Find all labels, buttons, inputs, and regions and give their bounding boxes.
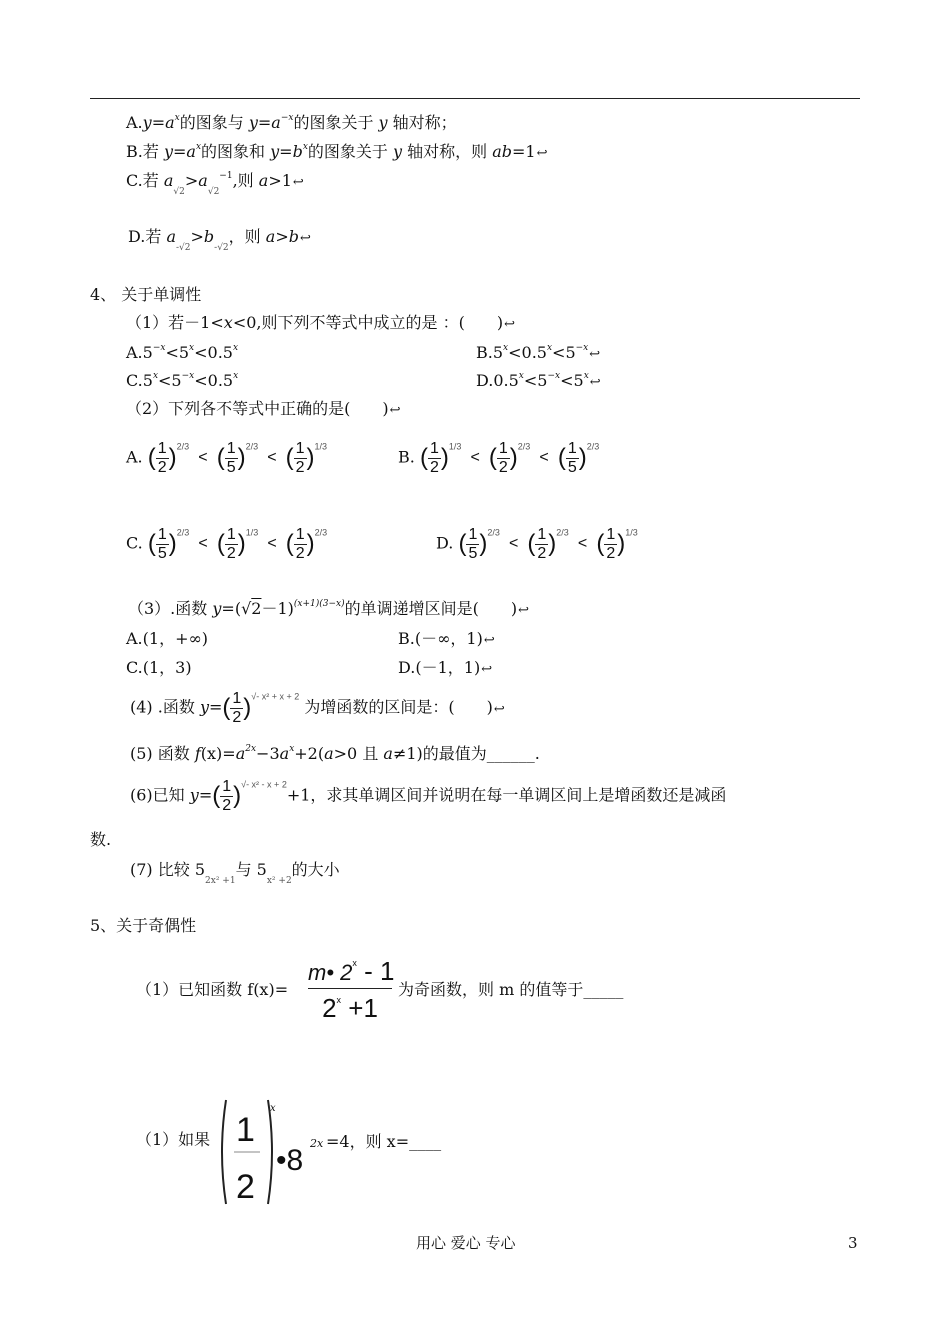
math-fragment: y	[392, 142, 403, 161]
math-fragment: 2/3	[245, 441, 259, 452]
math-fragment: )	[617, 530, 626, 558]
math-fragment: 1/3	[448, 441, 462, 452]
math-fragment: (5) 函数	[130, 744, 195, 763]
math-fragment: )	[243, 694, 252, 722]
math-fragment: 2	[295, 544, 305, 562]
math-fragment: <0.5	[508, 343, 547, 362]
q5-2-exponent: x	[270, 1103, 276, 1114]
math-fragment: (	[212, 782, 221, 810]
math-fragment: <5	[158, 371, 182, 390]
math-fragment: 2	[606, 544, 616, 562]
math-fragment: 1/3	[245, 527, 259, 538]
math-fragment: 1	[222, 778, 232, 795]
math-fragment: −1	[219, 171, 233, 181]
math-fragment: 的大小	[291, 860, 340, 879]
math-fragment: 2/3	[517, 441, 531, 452]
math-fragment: 1/3	[314, 441, 328, 452]
question-4-6	[130, 778, 726, 814]
math-fragment: −3	[256, 744, 280, 763]
math-fragment: 2/3	[314, 527, 328, 538]
math-fragment: )	[306, 444, 315, 472]
math-fragment: 2	[251, 599, 262, 618]
math-fragment: 2	[157, 458, 167, 476]
math-fragment: x	[195, 142, 202, 152]
math-fragment: C.5	[126, 371, 153, 390]
math-fragment: >	[190, 227, 204, 246]
math-fragment: -√2	[175, 243, 191, 253]
math-fragment: （1）若－1<	[126, 313, 224, 332]
question-5-2-label: （1）如果	[136, 1130, 211, 1149]
math-fragment: x	[189, 343, 195, 353]
math-fragment: a	[271, 113, 281, 132]
math-fragment: D.0.5	[476, 371, 519, 390]
math-fragment	[566, 440, 579, 476]
option-d-line	[128, 229, 311, 253]
math-fragment: y	[378, 113, 388, 132]
math-fragment: )	[306, 530, 315, 558]
option-b-line	[126, 143, 548, 160]
math-fragment: C.	[126, 533, 143, 553]
math-fragment: x	[289, 744, 295, 754]
math-fragment: y	[199, 697, 209, 717]
math-fragment: D.	[436, 533, 454, 553]
math-fragment: )	[440, 444, 449, 472]
math-fragment: y	[163, 142, 173, 161]
math-fragment	[466, 526, 479, 562]
math-fragment: 与 5	[235, 860, 267, 879]
math-fragment: +1，求其单调区间并说明在每一单调区间上是增函数还是减函	[286, 785, 727, 805]
math-fragment: <	[470, 449, 480, 467]
math-fragment: )	[168, 530, 177, 558]
math-fragment: B.	[398, 447, 415, 467]
math-fragment: <0.5	[194, 343, 233, 362]
q4-2-option-d	[436, 526, 638, 562]
math-fragment: B.(－∞，1)	[398, 629, 483, 648]
math-fragment: 2/3	[487, 527, 500, 538]
q4-1-option-b	[476, 344, 600, 361]
q5-1-fraction	[308, 956, 395, 1023]
math-fragment: a	[324, 744, 334, 763]
math-fragment: (7) 比较 5	[130, 860, 206, 879]
q4-2-option-b	[398, 440, 599, 476]
math-fragment: (x+1)(3−x)	[293, 599, 345, 609]
math-fragment: D.(－1，1)	[398, 658, 481, 677]
math-fragment: 2	[222, 796, 232, 814]
math-fragment: 的图象与	[179, 113, 249, 132]
math-fragment: <	[198, 535, 208, 553]
math-fragment: )	[168, 444, 177, 472]
math-fragment: )	[578, 444, 587, 472]
math-fragment: (6)已知	[130, 785, 190, 805]
math-fragment: √2	[173, 187, 185, 197]
math-fragment: a	[235, 744, 246, 763]
math-fragment: )	[479, 530, 488, 558]
math-fragment: >1	[268, 171, 292, 190]
q4-3-option-a: A.(1，+∞)	[126, 629, 209, 648]
math-fragment: =	[151, 113, 166, 132]
math-fragment: x	[546, 343, 553, 353]
q5-2-numerator: 1	[236, 1111, 255, 1149]
option-c-line	[126, 172, 304, 197]
math-fragment: y	[212, 599, 222, 618]
math-fragment: 1	[498, 440, 508, 457]
math-fragment: a	[265, 227, 276, 246]
math-fragment: 1	[606, 526, 616, 543]
math-fragment: )	[237, 444, 246, 472]
math-fragment: f	[194, 744, 201, 763]
math-fragment: 2	[232, 708, 242, 726]
math-fragment	[225, 526, 238, 562]
q4-1-option-a	[126, 344, 238, 361]
math-fragment: 1	[295, 440, 305, 457]
math-fragment: m• 2	[308, 960, 353, 985]
math-fragment: y	[248, 113, 258, 132]
section-5-title: 5、关于奇偶性	[90, 916, 197, 935]
paragraph-mark-icon: ↩	[299, 231, 311, 246]
math-fragment: 2	[226, 544, 236, 562]
math-fragment: 轴对称，则	[402, 142, 493, 161]
math-fragment: (x)=	[200, 744, 236, 763]
math-fragment: 1	[429, 440, 439, 457]
q5-2-eight: •8	[276, 1144, 304, 1177]
math-fragment	[156, 440, 169, 476]
math-fragment: 1	[232, 690, 242, 707]
q4-3-option-b	[398, 631, 495, 647]
math-fragment	[156, 526, 169, 562]
math-fragment: x	[336, 995, 342, 1005]
math-fragment: D.若	[128, 227, 167, 246]
math-fragment: x² +2	[266, 876, 292, 886]
question-4-2	[126, 401, 401, 417]
math-fragment: 1	[468, 526, 478, 543]
math-fragment: a	[198, 171, 208, 190]
paragraph-mark-icon: ↩	[481, 662, 493, 677]
math-fragment: x	[503, 343, 509, 353]
math-fragment	[230, 690, 243, 726]
math-fragment	[294, 526, 307, 562]
math-fragment: 1/3	[625, 527, 638, 538]
math-fragment: （2）下列各不等式中正确的是( )	[126, 399, 389, 418]
math-fragment: 2/3	[586, 441, 600, 452]
math-fragment: 1	[157, 526, 167, 543]
math-fragment: （1）已知函数 f(x)=	[136, 980, 289, 999]
math-fragment: +1	[341, 993, 378, 1023]
question-4-1	[126, 315, 515, 331]
math-fragment	[535, 526, 548, 562]
math-fragment: －1)	[261, 599, 294, 618]
math-fragment: y	[270, 142, 280, 161]
math-fragment	[497, 440, 510, 476]
math-fragment: ,则	[232, 171, 259, 190]
math-fragment: (	[147, 444, 156, 472]
math-fragment: A.	[126, 113, 143, 132]
q4-1-option-d	[476, 372, 601, 389]
math-fragment: )	[509, 444, 518, 472]
math-fragment: (	[557, 444, 566, 472]
math-fragment: )	[548, 530, 557, 558]
math-fragment: −x	[547, 371, 561, 381]
q5-2-exponent2: 2x	[310, 1137, 324, 1150]
math-fragment: 2x	[245, 744, 257, 754]
q4-1-option-c	[126, 372, 238, 389]
math-fragment	[225, 440, 238, 476]
q4-2-option-a	[126, 440, 327, 476]
math-fragment: x	[583, 371, 589, 381]
math-fragment: ≠1)的最值为______.	[392, 744, 540, 763]
math-fragment: 的图象关于	[293, 113, 379, 132]
math-fragment: (	[596, 530, 605, 558]
math-fragment: >	[275, 227, 289, 246]
math-fragment: (	[527, 530, 536, 558]
math-fragment: <	[267, 449, 277, 467]
math-fragment: <5	[165, 343, 190, 362]
option-a-line	[126, 114, 457, 131]
question-4-6-continued: 数.	[90, 830, 112, 849]
math-fragment	[220, 778, 233, 814]
math-fragment: 的图象关于	[307, 142, 393, 161]
math-fragment: 1	[226, 526, 236, 543]
question-4-4	[130, 690, 505, 726]
math-fragment	[428, 440, 441, 476]
math-fragment: =(	[221, 599, 242, 618]
math-fragment: x	[352, 958, 357, 968]
math-fragment: 的单调递增区间是( )	[344, 599, 518, 618]
math-fragment: - 1	[356, 956, 395, 986]
math-fragment: x	[174, 113, 180, 123]
math-fragment: (	[285, 444, 294, 472]
math-fragment: b	[292, 142, 303, 161]
math-fragment: 轴对称；	[387, 113, 457, 132]
math-fragment: <0,则下列不等式中成立的是 ：( )	[232, 313, 504, 332]
math-fragment: a	[165, 113, 175, 132]
math-fragment: a	[163, 171, 174, 190]
math-fragment: 2/3	[556, 527, 569, 538]
math-fragment: −x	[181, 371, 195, 381]
q5-2-denominator: 2	[236, 1168, 255, 1206]
math-fragment: =	[257, 113, 272, 132]
math-fragment: 5	[567, 458, 577, 476]
math-fragment: x	[302, 142, 308, 152]
math-fragment: a	[383, 744, 393, 763]
math-fragment: (	[285, 530, 294, 558]
math-fragment: >	[184, 171, 199, 190]
math-fragment: A.5	[126, 343, 153, 362]
math-fragment: (	[222, 694, 231, 722]
math-fragment: x	[518, 371, 524, 381]
math-fragment	[604, 526, 617, 562]
math-fragment: <5	[560, 371, 584, 390]
math-fragment: 2	[498, 458, 508, 476]
math-fragment: <	[198, 449, 208, 467]
math-fragment: 1	[567, 440, 577, 457]
math-fragment: 为增函数的区间是：( )	[304, 697, 493, 717]
math-fragment: <5	[552, 343, 576, 362]
header-rule	[90, 98, 860, 99]
math-fragment: =	[279, 142, 293, 161]
math-fragment: (	[419, 444, 428, 472]
math-fragment: 1	[157, 440, 167, 457]
math-fragment: 2	[537, 544, 547, 562]
math-fragment: +2(	[294, 744, 325, 763]
q4-3-option-c: C.(1，3)	[126, 658, 192, 677]
math-fragment: a	[166, 227, 176, 246]
math-fragment: 1	[226, 440, 236, 457]
math-fragment: ，则	[228, 227, 266, 246]
math-fragment: B.5	[476, 343, 504, 362]
math-fragment: )	[237, 530, 246, 558]
math-fragment: <	[539, 449, 549, 467]
math-fragment: √	[241, 599, 252, 618]
math-fragment: >0 且	[333, 744, 384, 763]
math-fragment: =	[208, 697, 223, 717]
math-fragment: x	[223, 313, 233, 332]
math-fragment: x	[233, 371, 239, 381]
math-fragment: 5	[468, 544, 478, 562]
math-fragment: √2	[207, 187, 220, 197]
math-fragment: 的图象和	[201, 142, 271, 161]
math-fragment: <0.5	[194, 371, 234, 390]
math-fragment: B.若	[126, 142, 164, 161]
math-fragment: b	[203, 227, 215, 246]
q5-1-text: 为奇函数，则 m 的值等于_____	[398, 980, 624, 999]
math-fragment	[294, 440, 307, 476]
paragraph-mark-icon: ↩	[504, 317, 515, 332]
math-fragment: (	[216, 444, 225, 472]
math-fragment: A.	[126, 447, 143, 467]
math-fragment: 1	[295, 526, 305, 543]
math-fragment: 2	[295, 458, 305, 476]
math-fragment: −x	[152, 343, 166, 353]
section-4-title: 4、 关于单调性	[90, 285, 202, 304]
math-fragment: 2	[429, 458, 439, 476]
math-fragment: C.若	[126, 171, 164, 190]
q5-2-text: =4，则 x=____	[326, 1132, 442, 1151]
math-fragment: 2	[322, 993, 337, 1023]
page-number: 3	[848, 1234, 858, 1252]
math-fragment: 5	[226, 458, 236, 476]
math-fragment: （3）.函数	[128, 599, 213, 618]
math-fragment: y	[142, 113, 152, 132]
math-fragment: a	[186, 142, 196, 161]
q4-3-option-d	[398, 660, 492, 676]
question-5-1	[136, 982, 288, 998]
math-fragment: <5	[523, 371, 548, 390]
math-fragment: -√2	[214, 243, 229, 253]
math-fragment: −x	[280, 113, 294, 123]
math-fragment: b	[288, 227, 299, 246]
math-fragment: =	[198, 785, 213, 805]
paragraph-mark-icon: ↩	[536, 146, 548, 161]
math-fragment: √- x² - x + 2	[241, 779, 287, 790]
math-fragment: a	[258, 171, 269, 190]
math-fragment: 2/3	[176, 527, 190, 538]
paragraph-mark-icon: ↩	[589, 375, 601, 390]
math-fragment: a	[279, 744, 290, 763]
math-fragment: (4) .函数	[130, 697, 200, 717]
math-fragment: y	[189, 785, 199, 805]
question-4-5	[130, 745, 540, 762]
math-fragment: −x	[575, 343, 589, 353]
math-fragment: (	[147, 530, 156, 558]
question-4-3	[128, 600, 529, 617]
math-fragment: =	[172, 142, 187, 161]
question-4-7	[130, 862, 340, 886]
math-fragment: <	[577, 535, 588, 553]
math-fragment: 2x² +1	[205, 876, 236, 886]
math-fragment: 2/3	[176, 441, 190, 452]
math-fragment: <	[508, 535, 519, 553]
math-fragment: 1	[537, 526, 547, 543]
paragraph-mark-icon: ↩	[493, 701, 505, 717]
paragraph-mark-icon: ↩	[389, 403, 401, 418]
math-fragment: 5	[157, 544, 167, 562]
paragraph-mark-icon: ↩	[518, 603, 530, 618]
paragraph-mark-icon: ↩	[292, 175, 304, 190]
paragraph-mark-icon: ↩	[483, 633, 495, 648]
math-fragment: (	[458, 530, 467, 558]
math-fragment: )	[233, 782, 242, 810]
paragraph-mark-icon: ↩	[589, 347, 601, 362]
math-fragment: (	[216, 530, 225, 558]
math-fragment: √- x² + x + 2	[251, 691, 300, 702]
math-fragment: =1	[512, 142, 536, 161]
math-fragment: <	[267, 535, 277, 553]
footer-center: 用心 爱心 专心	[416, 1234, 516, 1252]
q4-2-option-c	[126, 526, 327, 562]
math-fragment: x	[232, 343, 239, 353]
math-fragment: x	[152, 371, 159, 381]
math-fragment: ab	[492, 142, 512, 161]
math-fragment: (	[488, 444, 497, 472]
